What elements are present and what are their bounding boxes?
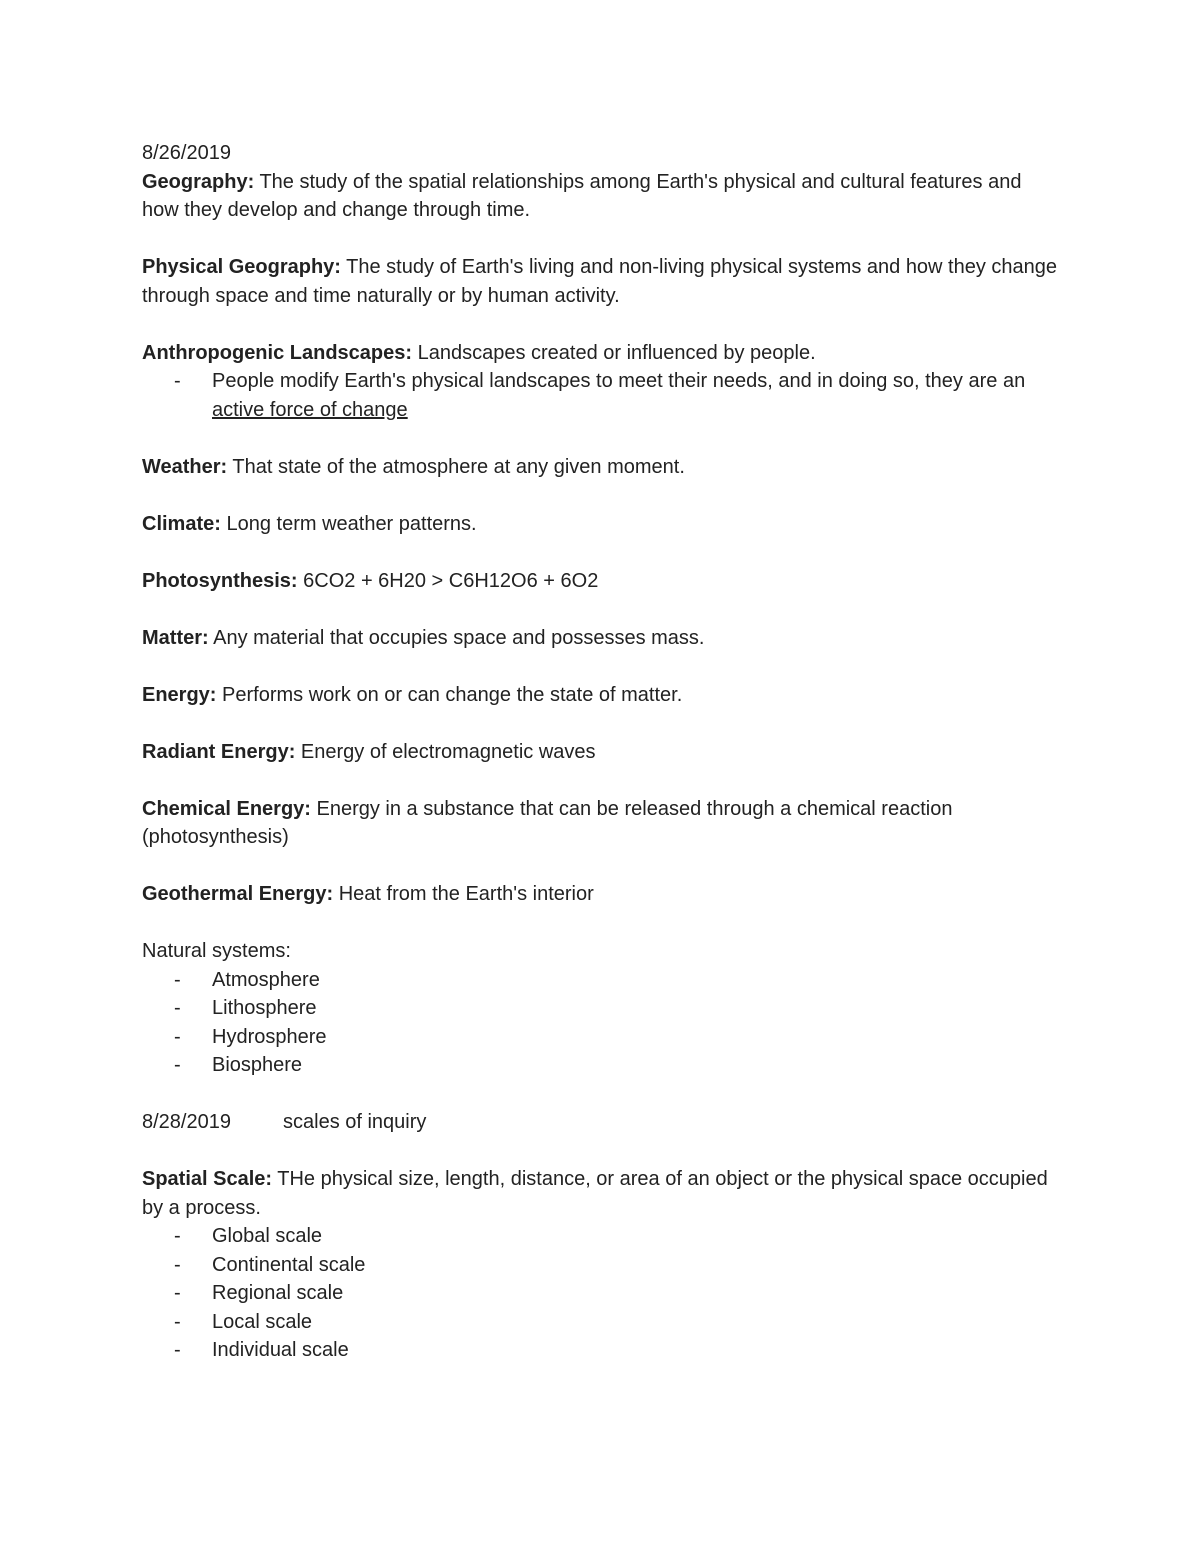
term-definition: That state of the atmosphere at any given moment.	[227, 455, 685, 478]
underlined-phrase: active force of change	[212, 398, 408, 421]
list-item	[142, 966, 1062, 995]
spacer	[142, 852, 1062, 881]
list-item	[142, 1279, 1062, 1308]
term-definition: Landscapes created or influenced by people.	[412, 341, 816, 364]
term-definition: The study of the spatial relationships among Earth's physical and cultural features and how they develop and change through time.	[142, 170, 1022, 221]
term-label: Matter:	[142, 626, 209, 649]
list-item	[142, 367, 1062, 424]
dash-bullet: -	[174, 1310, 181, 1333]
term-definition: Energy of electromagnetic waves	[295, 740, 596, 763]
definition-weather	[142, 453, 1062, 482]
list-item	[142, 1308, 1062, 1337]
natural-systems-heading: Natural systems:	[142, 940, 291, 962]
dash-bullet: -	[174, 968, 181, 991]
notes-page	[142, 139, 1062, 1365]
spacer	[142, 481, 1062, 510]
list-item	[142, 1023, 1062, 1052]
list-item-text: Regional scale	[212, 1282, 344, 1304]
spacer	[142, 595, 1062, 624]
spacer	[142, 310, 1062, 339]
dash-bullet: -	[174, 1253, 181, 1276]
definition-anthropogenic-landscapes	[142, 339, 1062, 368]
list-item-text: Lithosphere	[212, 997, 317, 1019]
spacer	[142, 424, 1062, 453]
definition-chemical-energy	[142, 795, 1062, 852]
definition-energy	[142, 681, 1062, 710]
list-item	[142, 1336, 1062, 1365]
section-topic: scales of inquiry	[283, 1111, 427, 1133]
definition-radiant-energy	[142, 738, 1062, 767]
term-definition: Energy in a substance that can be released through a chemical reaction (photosynthesis)	[142, 797, 953, 848]
term-definition: The study of Earth's living and non-living physical systems and how they change through space and time naturally or by human activity.	[142, 256, 1058, 307]
term-definition: 6CO2 + 6H20 > C6H12O6 + 6O2	[297, 569, 599, 592]
term-label: Spatial Scale:	[142, 1168, 273, 1190]
date-heading: 8/26/2019	[142, 142, 231, 164]
definition-geography	[142, 168, 1062, 225]
term-definition: Any material that occupies space and possesses mass.	[208, 626, 705, 649]
list-item-text: Individual scale	[212, 1339, 349, 1361]
spacer	[142, 709, 1062, 738]
spacer	[142, 909, 1062, 938]
list-item	[142, 1251, 1062, 1280]
list-item-text: Hydrosphere	[212, 1025, 327, 1048]
dash-bullet: -	[174, 1282, 181, 1304]
term-label: Climate:	[142, 512, 221, 535]
definition-physical-geography	[142, 253, 1062, 310]
date-label: 8/28/2019	[142, 1111, 231, 1133]
term-definition: Long term weather patterns.	[220, 512, 477, 535]
definition-matter	[142, 624, 1062, 653]
term-label: Radiant Energy:	[142, 740, 296, 763]
term-definition: Performs work on or can change the state of matter.	[216, 683, 683, 706]
dash-bullet: -	[174, 1339, 181, 1361]
list-item	[142, 1051, 1062, 1080]
list-item-text: Continental scale	[212, 1253, 366, 1276]
term-label: Weather:	[142, 455, 228, 478]
anthropogenic-bullet-list	[142, 367, 1062, 424]
definition-spatial-scale	[142, 1165, 1062, 1222]
term-label: Geothermal Energy:	[142, 883, 334, 905]
term-label: Energy:	[142, 683, 217, 706]
dash-bullet: -	[174, 1054, 181, 1076]
spacer	[142, 538, 1062, 567]
definition-climate	[142, 510, 1062, 539]
dash-bullet: -	[174, 997, 181, 1019]
spacer	[142, 652, 1062, 681]
list-item	[142, 994, 1062, 1023]
dash-bullet: -	[174, 1225, 181, 1247]
list-item-text: Global scale	[212, 1225, 323, 1247]
spacer	[142, 225, 1062, 254]
term-label: Geography:	[142, 170, 255, 193]
spatial-scale-list	[142, 1222, 1062, 1365]
list-item	[142, 1222, 1062, 1251]
definition-geothermal-energy	[142, 880, 1062, 909]
term-label: Photosynthesis:	[142, 569, 298, 592]
spacer	[142, 1137, 1062, 1166]
term-label: Physical Geography:	[142, 256, 341, 278]
spacer	[142, 1080, 1062, 1109]
dash-bullet: -	[174, 1025, 181, 1048]
term-definition: Heat from the Earth's interior	[333, 883, 594, 905]
list-item-text: Atmosphere	[212, 968, 320, 991]
definition-photosynthesis	[142, 567, 1062, 596]
dash-bullet: -	[174, 370, 181, 392]
natural-systems-list	[142, 966, 1062, 1080]
term-definition: THe physical size, length, distance, or area of an object or the physical space occupied by a process.	[142, 1168, 1048, 1219]
list-item-text: Biosphere	[212, 1054, 303, 1076]
bullet-text: People modify Earth's physical landscapes to meet their needs, and in doing so, they are an	[212, 370, 1026, 392]
term-label: Chemical Energy:	[142, 797, 311, 820]
list-item-text: Local scale	[212, 1310, 313, 1333]
date-heading-2	[142, 1108, 1062, 1137]
term-label: Anthropogenic Landscapes:	[142, 341, 413, 364]
spacer	[142, 766, 1062, 795]
